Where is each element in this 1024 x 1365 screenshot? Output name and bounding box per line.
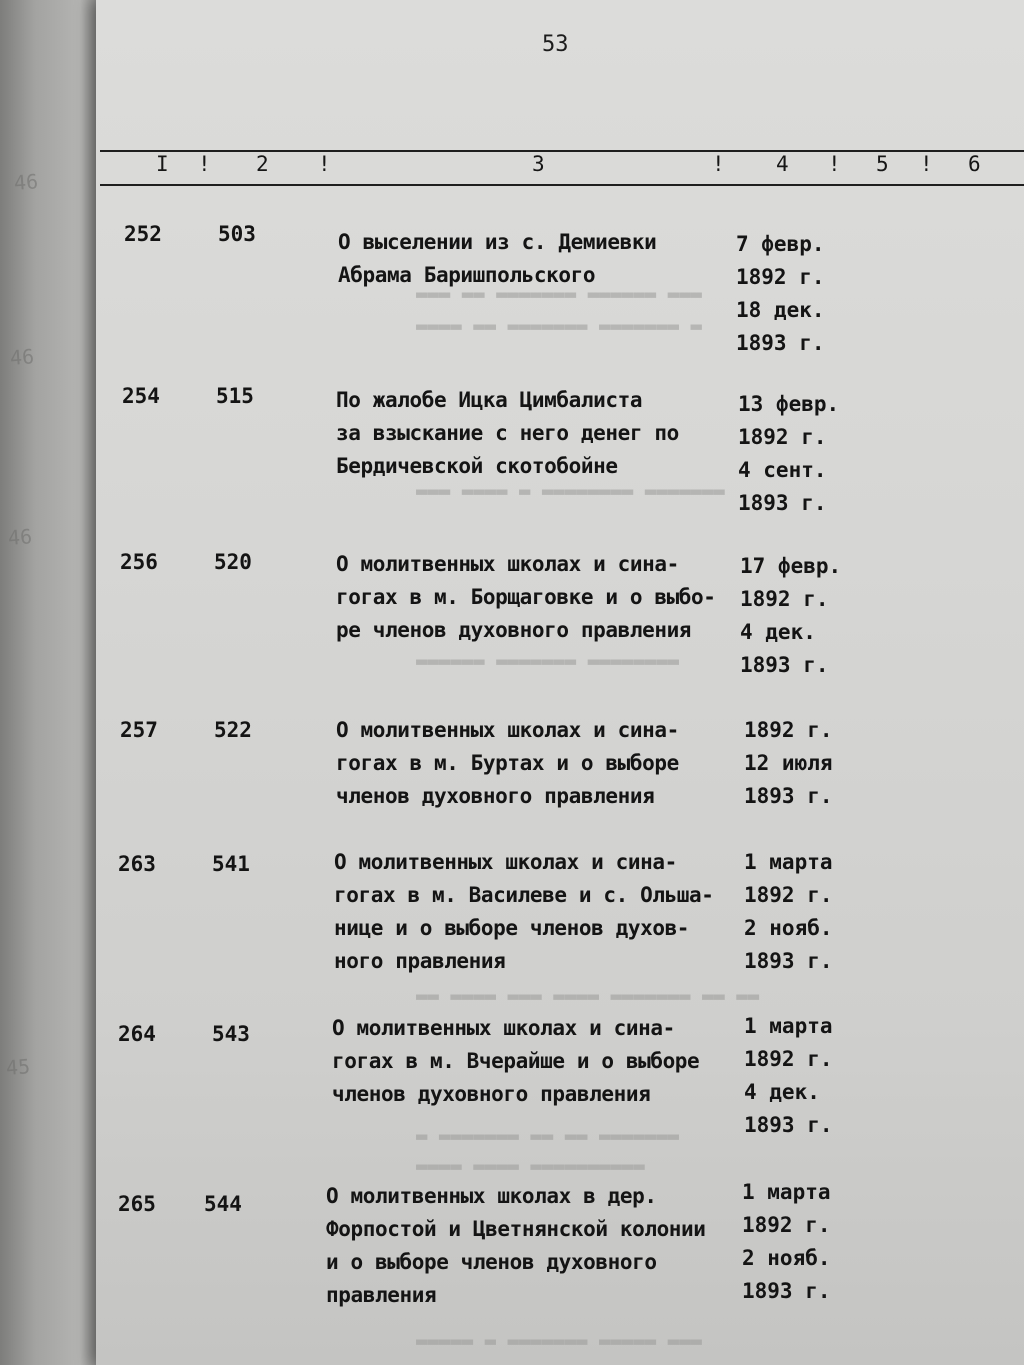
- column-5-header: 5: [876, 152, 889, 176]
- record-number: 264: [118, 1022, 156, 1046]
- title-line: гогах в м. Вчерайше и о выборе: [332, 1049, 700, 1073]
- title-line: гогах в м. Василеве и с. Ольша-: [334, 883, 714, 907]
- ghost-mark: 46: [13, 169, 39, 195]
- date-line: 1 марта: [744, 850, 833, 874]
- ghost-mark: 46: [7, 524, 33, 550]
- title-line: О молитвенных школах в дер.: [326, 1184, 657, 1208]
- column-separator: !: [318, 152, 331, 176]
- record-title: [326, 1180, 706, 1312]
- title-line: О молитвенных школах и сина-: [336, 552, 679, 576]
- record-dates: [744, 846, 833, 978]
- show-through: ▬▬▬▬ ▬▬▬▬ ▬▬▬▬▬▬▬▬▬▬: [416, 1155, 645, 1177]
- show-through: ▬▬▬▬▬▬ ▬▬▬▬▬▬▬ ▬▬▬▬▬▬▬▬: [416, 650, 680, 672]
- title-line: и о выборе членов духовного: [326, 1250, 657, 1274]
- ghost-mark: 46: [9, 344, 35, 370]
- record-title: [334, 846, 714, 978]
- column-separator: !: [920, 152, 933, 176]
- title-line: ре членов духовного правления: [336, 618, 692, 642]
- record-title: [336, 384, 679, 483]
- title-line: По жалобе Ицка Цимбалиста: [336, 388, 643, 412]
- date-line: 1892 г.: [742, 1213, 831, 1237]
- record-title: [338, 226, 656, 292]
- column-separator: !: [828, 152, 841, 176]
- record-number: 252: [124, 222, 162, 246]
- date-line: 7 февр.: [736, 232, 825, 256]
- column-separator: !: [198, 152, 211, 176]
- date-line: 1892 г.: [736, 265, 825, 289]
- page-number: 53: [542, 32, 569, 57]
- record-file-number: 515: [216, 384, 254, 408]
- title-line: О молитвенных школах и сина-: [332, 1016, 675, 1040]
- show-through: ▬▬ ▬▬▬▬ ▬▬▬ ▬▬▬▬ ▬▬▬▬▬▬▬ ▬▬ ▬▬: [416, 985, 760, 1007]
- column-3-header: 3: [532, 152, 545, 176]
- record-dates: [744, 714, 833, 813]
- column-2-header: 2: [256, 152, 269, 176]
- date-line: 1893 г.: [744, 784, 833, 808]
- date-line: 18 дек.: [736, 298, 825, 322]
- date-line: 1 марта: [742, 1180, 831, 1204]
- record-file-number: 503: [218, 222, 256, 246]
- title-line: О молитвенных школах и сина-: [336, 718, 679, 742]
- title-line: гогах в м. Буртах и о выборе: [336, 751, 679, 775]
- record-number: 254: [122, 384, 160, 408]
- title-line: О выселении из с. Демиевки: [338, 230, 657, 254]
- title-line: за взыскание с него денег по: [336, 421, 679, 445]
- title-line: правления: [326, 1283, 437, 1307]
- date-line: 1893 г.: [744, 1113, 833, 1137]
- table-header-rule: [100, 184, 1024, 186]
- record-file-number: 543: [212, 1022, 250, 1046]
- record-file-number: 522: [214, 718, 252, 742]
- date-line: 2 нояб.: [744, 916, 833, 940]
- title-line: ного правления: [334, 949, 506, 973]
- title-line: гогах в м. Борщаговке и о выбо-: [336, 585, 716, 609]
- show-through: ▬▬▬ ▬▬▬▬ ▬ ▬▬▬▬▬▬▬▬ ▬▬▬▬▬▬▬: [416, 480, 725, 502]
- date-line: 13 февр.: [738, 392, 840, 416]
- record-number: 256: [120, 550, 158, 574]
- title-line: нице и о выборе членов духов-: [334, 916, 690, 940]
- show-through: ▬▬▬▬ ▬▬ ▬▬▬▬▬▬▬ ▬▬▬▬▬▬▬ ▬: [416, 315, 702, 337]
- title-line: Форпостой и Цветнянской колонии: [326, 1217, 706, 1241]
- date-line: 2 нояб.: [742, 1246, 831, 1270]
- date-line: 1892 г.: [744, 718, 833, 742]
- record-dates: [744, 1010, 833, 1142]
- record-dates: [738, 388, 839, 520]
- record-number: 257: [120, 718, 158, 742]
- date-line: 1893 г.: [738, 491, 827, 515]
- date-line: 1892 г.: [740, 587, 829, 611]
- date-line: 17 февр.: [740, 554, 842, 578]
- title-line: Абрама Баришпольского: [338, 263, 596, 287]
- record-dates: [740, 550, 841, 682]
- column-4-header: 4: [776, 152, 789, 176]
- date-line: 1893 г.: [736, 331, 825, 355]
- column-6-header: 6: [968, 152, 981, 176]
- record-file-number: 541: [212, 852, 250, 876]
- date-line: 4 дек.: [740, 620, 816, 644]
- adjacent-page-edge: [0, 0, 100, 1365]
- document-page: [96, 0, 1024, 1365]
- date-line: 1893 г.: [742, 1279, 831, 1303]
- title-line: Бердичевской скотобойне: [336, 454, 618, 478]
- record-title: [336, 548, 716, 647]
- title-line: членов духовного правления: [332, 1082, 651, 1106]
- date-line: 1892 г.: [738, 425, 827, 449]
- date-line: 1892 г.: [744, 1047, 833, 1071]
- column-1-header: I: [156, 152, 169, 176]
- ghost-mark: 45: [5, 1054, 31, 1080]
- show-through: ▬ ▬▬▬▬▬▬▬ ▬▬ ▬▬ ▬▬▬▬▬▬▬: [416, 1125, 680, 1147]
- record-dates: [736, 228, 825, 360]
- title-line: членов духовного правления: [336, 784, 655, 808]
- record-file-number: 520: [214, 550, 252, 574]
- date-line: 1 марта: [744, 1014, 833, 1038]
- date-line: 4 дек.: [744, 1080, 820, 1104]
- record-number: 265: [118, 1192, 156, 1216]
- date-line: 1893 г.: [740, 653, 829, 677]
- record-file-number: 544: [204, 1192, 242, 1216]
- date-line: 1892 г.: [744, 883, 833, 907]
- date-line: 1893 г.: [744, 949, 833, 973]
- column-separator: !: [712, 152, 725, 176]
- record-number: 263: [118, 852, 156, 876]
- record-title: [336, 714, 679, 813]
- show-through: ▬▬▬▬▬ ▬ ▬▬▬▬▬▬▬ ▬▬▬▬▬ ▬▬▬: [416, 1330, 702, 1352]
- date-line: 12 июля: [744, 751, 833, 775]
- title-line: О молитвенных школах и сина-: [334, 850, 677, 874]
- record-title: [332, 1012, 699, 1111]
- date-line: 4 сент.: [738, 458, 827, 482]
- show-through: ▬▬▬ ▬▬ ▬▬▬▬▬▬▬ ▬▬▬▬▬▬ ▬▬▬: [416, 283, 702, 305]
- record-dates: [742, 1176, 831, 1308]
